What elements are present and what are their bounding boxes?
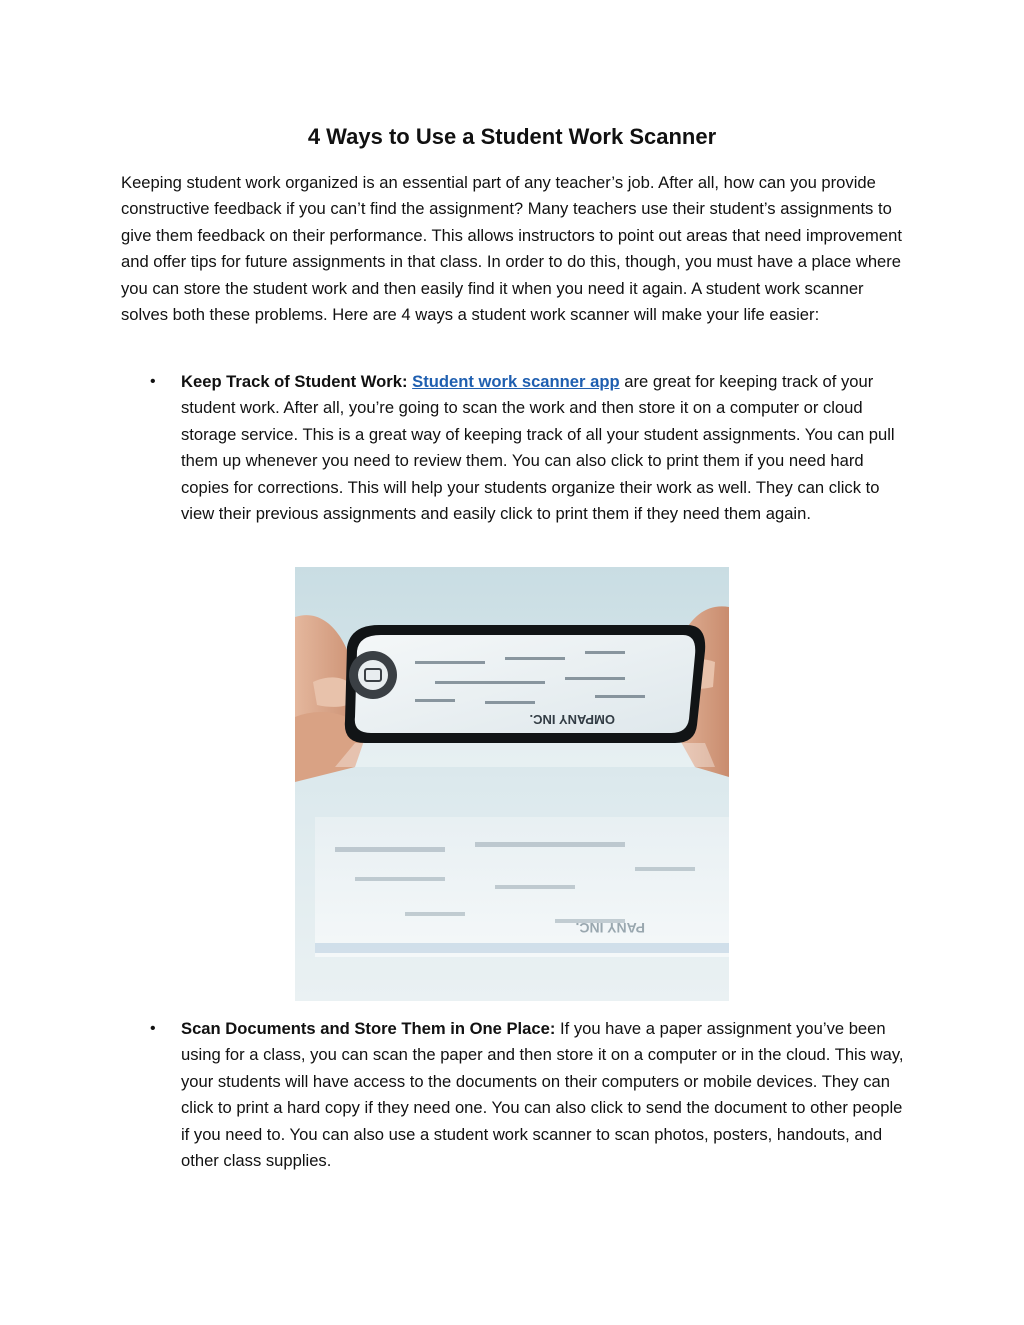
screen-company-text: OMPANY INC. [529, 712, 615, 727]
bullet-heading: Keep Track of Student Work: [181, 372, 408, 391]
phone-scanning-image [295, 567, 729, 1001]
phone-scan-illustration [295, 567, 729, 1001]
intro-paragraph: Keeping student work organized is an essential part of any teacher’s job. After all, how can you provide constructive feedback if you can’t find the assignment? Many teachers use their student’s assignments to give them feedback on their performance. This allows instructors to point out areas that need improvement and offer tips for future assignments in that class. In order to do this, though, you must have a place where you can store the student work and then easily find it when you need it again. A student work scanner solves both these problems. Here are 4 ways a student work scanner will make your life easier: [121, 173, 902, 325]
list-item [150, 1016, 911, 1174]
bullet-icon: • [150, 373, 156, 390]
bullet-icon: • [150, 1020, 156, 1037]
page-title: 4 Ways to Use a Student Work Scanner [307, 124, 717, 149]
list-item [150, 369, 911, 527]
bullet-heading: Scan Documents and Store Them in One Place: [181, 1019, 556, 1038]
scanner-app-link[interactable]: Student work scanner app [412, 372, 620, 391]
bullet-body: If you have a paper assignment you’ve been using for a class, you can scan the paper and then store it on a computer or in the cloud. This way, your students will have access to the documents on their computers or mobile devices. They can click to print a hard copy if they need one. You can also click to send the document to other people if you need to. You can also use a student work scanner to scan photos, posters, handouts, and other class supplies. [181, 1019, 904, 1171]
paper-company-text: PANY INC. [575, 920, 645, 936]
bullet-body: are great for keeping track of your student work. After all, you’re going to scan the work and then store it on a computer or cloud storage service. This is a great way of keeping track of all your student assignments. You can pull them up whenever you need to review them. You can also click to print them if you need hard copies for corrections. This will help your students organize their work as well. They can click to view their previous assignments and easily click to print them if they need them again. [181, 372, 895, 524]
